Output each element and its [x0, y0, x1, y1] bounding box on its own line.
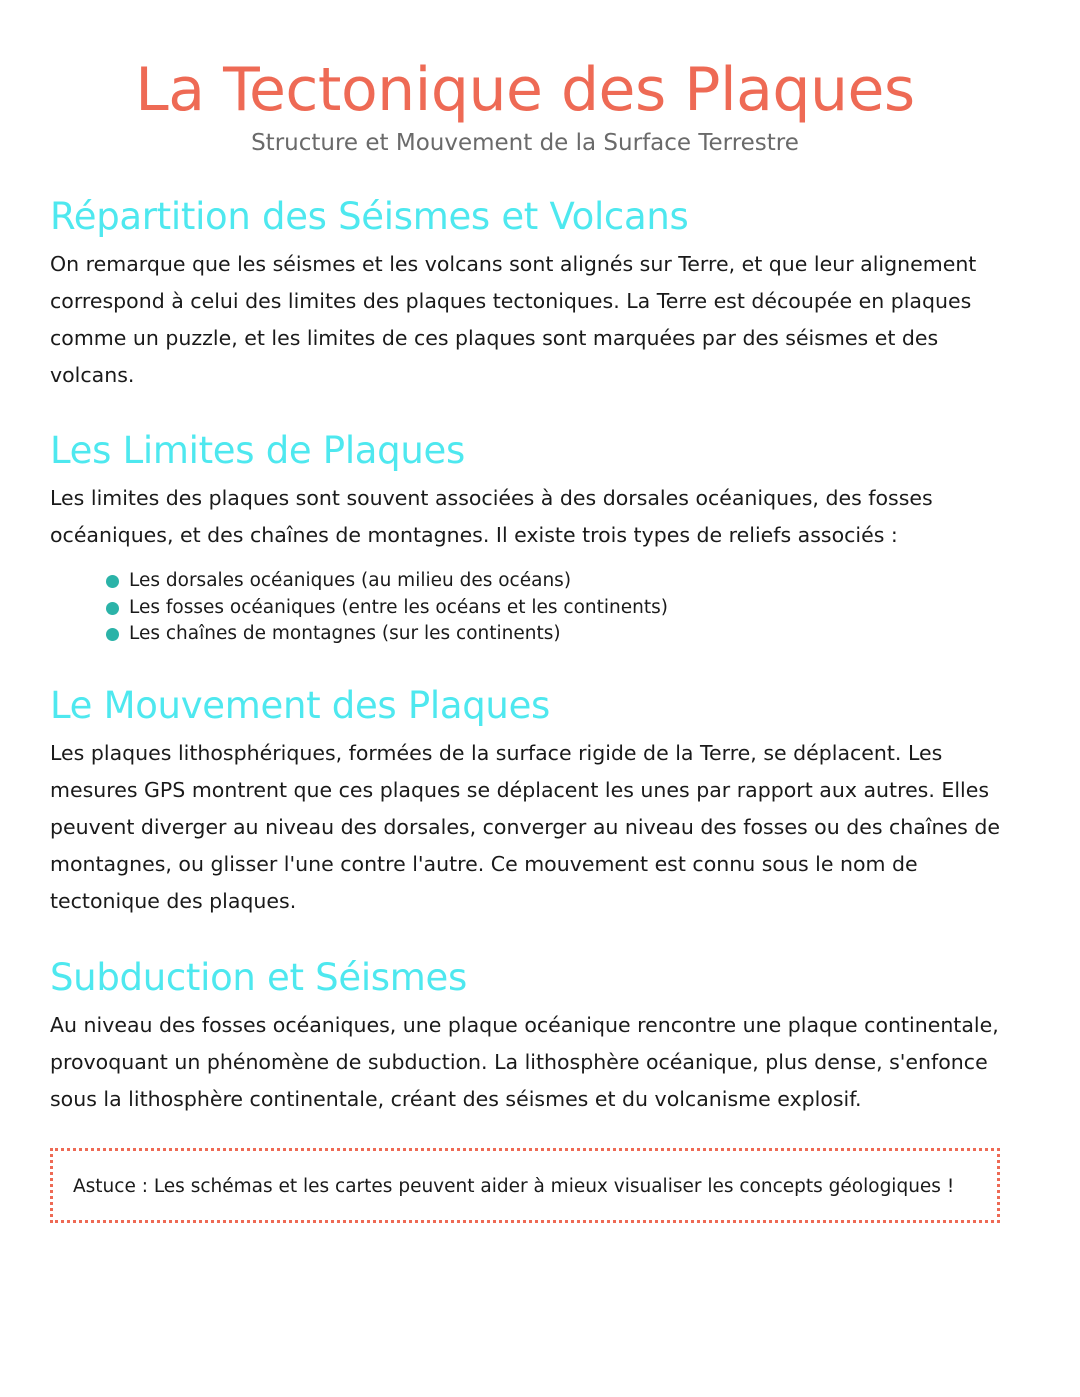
section-paragraph-subduction: Au niveau des fosses océaniques, une plaque océanique rencontre une plaque continentale, provoquant un phénomène de subduction. La lithosphère océanique, plus dense, s'enfonce sous la lithosphère continentale, créant des séismes et du volcanisme explosif. — [50, 1012, 999, 1111]
section-heading-repartition: Répartition des Séismes et Volcans — [50, 195, 689, 238]
section-heading-limites: Les Limites de Plaques — [50, 429, 465, 472]
section-mouvement — [50, 683, 1000, 920]
list-item-text: Les chaînes de montagnes (sur les continents) — [129, 623, 561, 644]
section-heading-subduction: Subduction et Séismes — [50, 955, 467, 999]
section-paragraph-repartition: On remarque que les séismes et les volcans sont alignés sur Terre, et que leur alignement correspond à celui des limites des plaques tectoniques. La Terre est découpée en plaques comme un puzzle, et les limites de ces plaques sont marquées par des séismes et des volcans. — [50, 252, 977, 387]
section-subduction — [50, 955, 1000, 1118]
list-item-text: Les fosses océaniques (entre les océans et les continents) — [129, 596, 668, 618]
list-item — [106, 595, 1000, 622]
section-paragraph-limites: Les limites des plaques sont souvent associées à des dorsales océaniques, des fosses océaniques, et des chaînes de montagnes. Il existe trois types de reliefs associés : — [50, 486, 933, 547]
relief-list — [106, 568, 1000, 648]
section-limites — [50, 428, 1000, 648]
page-title: La Tectonique des Plaques — [135, 55, 915, 125]
tip-box — [50, 1148, 1000, 1223]
list-item-text: Les dorsales océaniques (au milieu des océans) — [129, 570, 572, 591]
section-heading-mouvement: Le Mouvement des Plaques — [50, 683, 551, 727]
bullet-dot-icon — [106, 628, 119, 641]
document-page — [50, 0, 1000, 1223]
list-item — [106, 568, 1000, 595]
section-paragraph-mouvement: Les plaques lithosphériques, formées de la surface rigide de la Terre, se déplacent. Les mesures GPS montrent que ces plaques se déplacent les unes par rapport aux autres. Elles peuvent diverger au niveau des dorsales, converger au niveau des fosses ou des chaînes de montagnes, ou glisser l'une contre l'autre. Ce mouvement est connu sous le nom de tectonique des plaques. — [50, 740, 1000, 913]
list-item — [106, 621, 1000, 648]
tip-text: Astuce : Les schémas et les cartes peuvent aider à mieux visualiser les concepts géologiques ! — [73, 1175, 955, 1197]
bullet-dot-icon — [106, 602, 119, 615]
section-repartition — [50, 194, 1000, 394]
bullet-dot-icon — [106, 575, 119, 588]
page-subtitle: Structure et Mouvement de la Surface Terrestre — [251, 130, 799, 156]
